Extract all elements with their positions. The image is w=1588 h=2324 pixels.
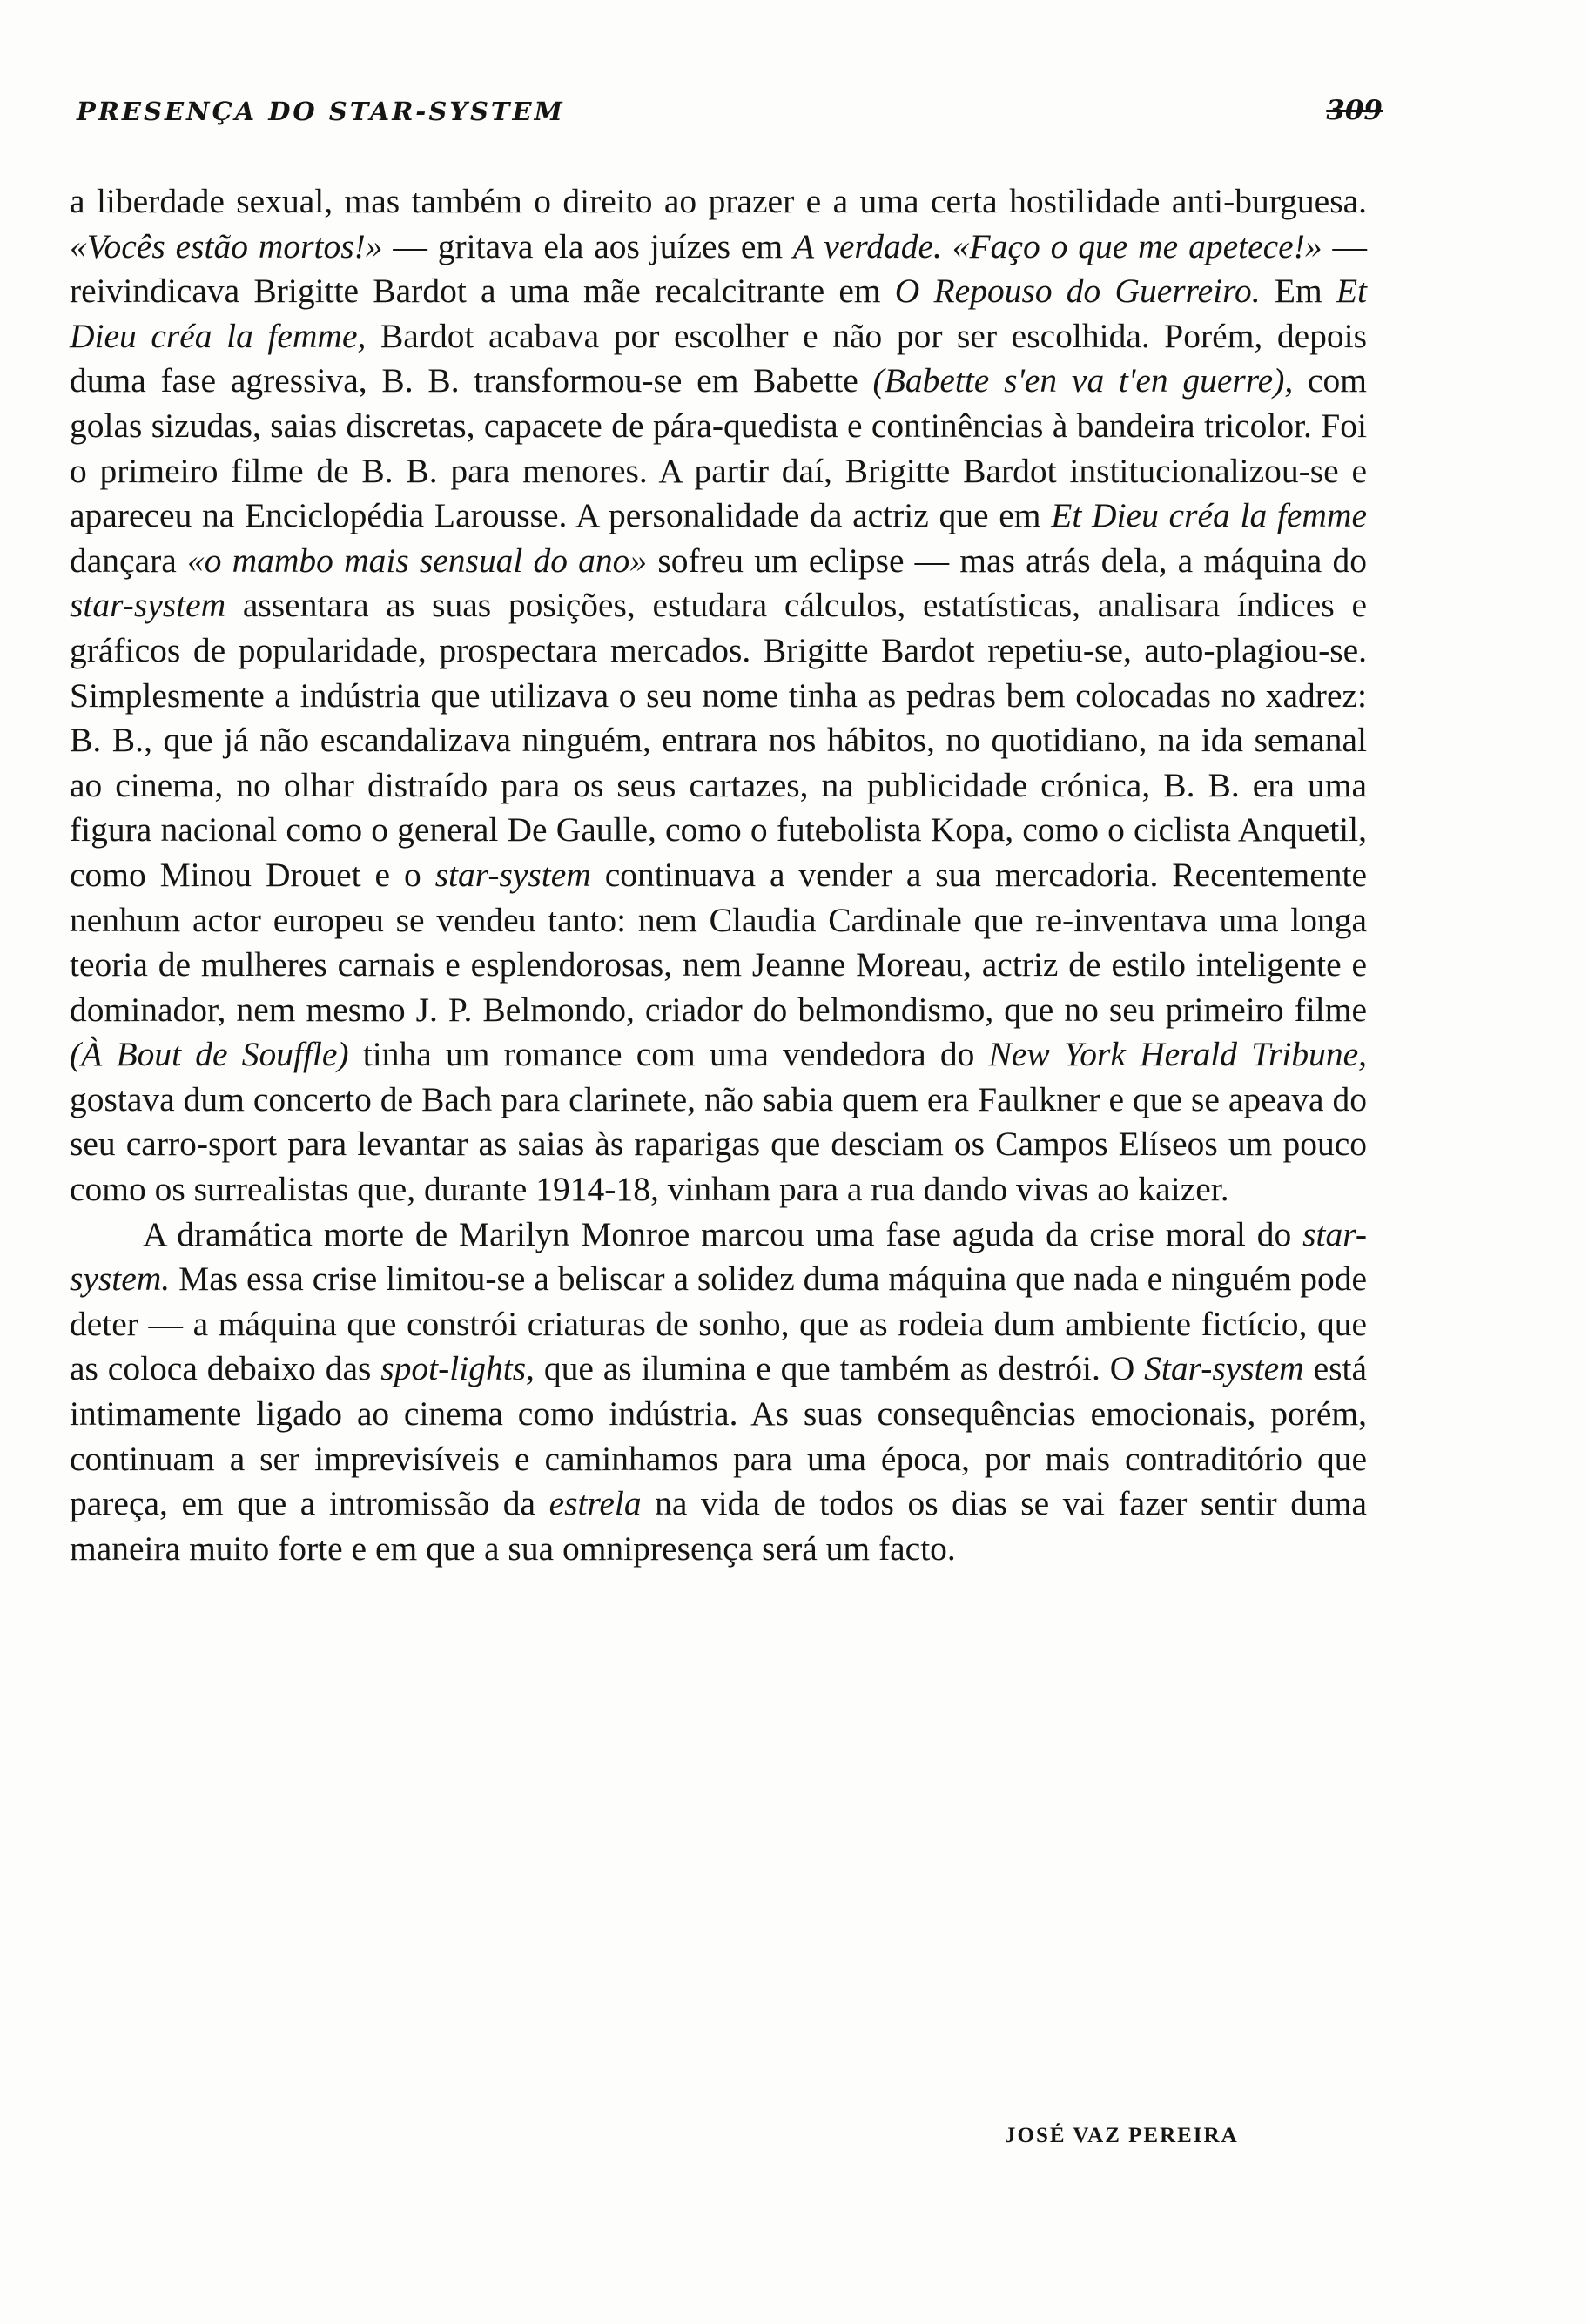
italic-text-run: estrela [548, 1484, 642, 1523]
italic-text-run: A verdade. «Faço o que me apetece!» [792, 226, 1322, 265]
text-run: a liberdade sexual, mas também o direito ao prazer e a uma certa hostilidade anti-burguesa. [70, 182, 1367, 220]
italic-text-run: «o mambo mais sensual do ano» [186, 541, 648, 580]
italic-text-run: star-system [70, 586, 226, 625]
text-run: Bardot acabava por escolher e não por ser escolhida. Porém, depois duma fase agressiva, B. B. transformou-se em Babette [70, 316, 1367, 400]
italic-text-run: Et Dieu créa la femme, [70, 272, 1367, 355]
italic-text-run: Star-system [1144, 1349, 1304, 1388]
italic-text-run: New York Herald Tribune, [988, 1035, 1368, 1074]
text-run: Mas essa crise limitou-se a beliscar a solidez duma máquina que nada e ninguém pode deter — a máquina que constrói criaturas de sonho, que as rodeia dum ambiente fictício, que as coloca debaixo das [70, 1259, 1367, 1388]
italic-text-run: (Babette s'en va t'en guerre), [872, 361, 1294, 400]
author-signature: JOSÉ VAZ PEREIRA [1005, 2124, 1239, 2147]
text-run: Em [1260, 272, 1336, 311]
page-number: 309 [1326, 95, 1383, 126]
text-run: sofreu um eclipse — mas atrás dela, a máquina do [647, 541, 1367, 580]
text-run: na vida de todos os dias se vai fazer sentir duma maneira muito forte e em que a sua omnipresença será um facto. [70, 1484, 1367, 1568]
text-run: tinha um romance com uma vendedora do [348, 1035, 989, 1074]
text-run: dançara [70, 541, 187, 580]
running-head-title: PRESENÇA DO STAR-SYSTEM [77, 97, 565, 126]
italic-text-run: Et Dieu créa la femme [1051, 496, 1367, 535]
text-run: A dramática morte de Marilyn Monroe marcou uma fase aguda da crise moral do [143, 1214, 1303, 1253]
text-run: continuava a vender a sua mercadoria. Recentemente nenhum actor europeu se vendeu tanto: nem Claudia Cardinale que re-inventava uma longa teoria de mulheres carnais e esplendorosas, nem Jeanne Moreau, actriz de estilo inteligente e dominador, nem mesmo J. P. Belmondo, criador do belmondismo, que no seu primeiro filme [70, 855, 1367, 1029]
paragraph [70, 1212, 1367, 1572]
text-run: está intimamente ligado ao cinema como indústria. As suas consequências emocionais, porém, continuam a ser imprevisíveis e caminhamos para uma época, por mais contraditório que pareça, em que a intromissão da [70, 1349, 1367, 1523]
text-run: que as ilumina e que também as destrói. O [534, 1349, 1145, 1388]
paragraph [70, 179, 1367, 1212]
italic-text-run: «Vocês estão mortos!» [70, 226, 383, 265]
text-run: — reivindicava Brigitte Bardot a uma mãe recalcitrante em [70, 226, 1368, 311]
article-body [70, 179, 1367, 1571]
italic-text-run: spot-lights, [380, 1349, 535, 1388]
text-run: assentara as suas posições, estudara cálculos, estatísticas, analisara índices e gráficos de popularidade, prospectara mercados. Brigitte Bardot repetiu-se, auto-plagiou-se. Simplesmente a indústria que utilizava o seu nome tinha as pedras bem colocadas no xadrez: B. B., que já não escandalizava ninguém, entrara nos hábitos, no quotidiano, na ida semanal ao cinema, no olhar distraído para os seus cartazes, na publicidade crónica, B. B. era uma figura nacional como o general De Gaulle, como o futebolista Kopa, como o ciclista Anquetil, como Minou Drouet e o [70, 586, 1367, 894]
text-run: — gritava ela aos juízes em [382, 226, 793, 265]
text-run: com golas sizudas, saias discretas, capacete de pára-quedista e continências à bandeira tricolor. Foi o primeiro filme de B. B. para menores. A partir daí, Brigitte Bardot institucionalizou-se e apareceu na Enciclopédia Larousse. A personalidade da actriz que em [70, 361, 1367, 535]
text-run: gostava dum concerto de Bach para clarinete, não sabia quem era Faulkner e que se apeava do seu carro-sport para levantar as saias às raparigas que desciam os Campos Elíseos um pouco como os surrealistas que, durante 1914-18, vinham para a rua dando vivas ao kaizer. [70, 1079, 1367, 1209]
italic-text-run: O Repouso do Guerreiro. [894, 272, 1261, 311]
running-head [77, 90, 1383, 142]
italic-text-run: star-system [434, 855, 591, 894]
italic-text-run: (À Bout de Souffle) [70, 1035, 349, 1074]
italic-text-run: star-system. [70, 1214, 1367, 1299]
